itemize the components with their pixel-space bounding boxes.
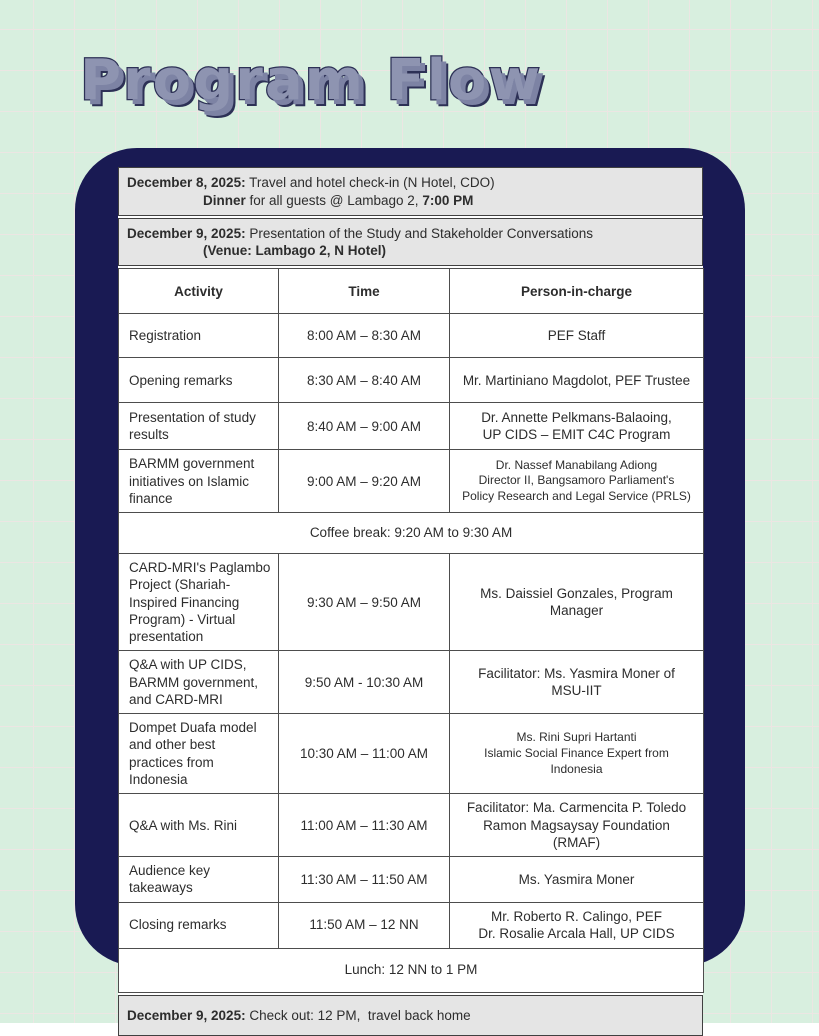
table-row: [119, 857, 704, 903]
activity-cell: Closing remarks: [119, 902, 279, 948]
time-cell: 11:30 AM – 11:50 AM: [279, 857, 450, 903]
activity-cell: Q&A with Ms. Rini: [119, 794, 279, 857]
column-header-activity: Activity: [119, 269, 279, 314]
table-row: [119, 403, 704, 450]
person-line: Dr. Annette Pelkmans-Balaoing,: [481, 409, 672, 425]
person-line: Facilitator: Ma. Carmencita P. Toledo: [466, 800, 687, 816]
activity-cell: CARD-MRI's Paglambo Project (Shariah-Inspired Financing Program) - Virtual presentation: [119, 554, 279, 651]
time-cell: 11:00 AM – 11:30 AM: [279, 794, 450, 857]
time-cell: 8:40 AM – 9:00 AM: [279, 403, 450, 450]
banner-text-bold: December 9, 2025:: [127, 1007, 246, 1023]
person-line: MSU-IIT: [551, 683, 602, 699]
person-cell: [450, 403, 704, 450]
time-cell: 8:00 AM – 8:30 AM: [279, 314, 450, 358]
time-cell: 11:50 AM – 12 NN: [279, 902, 450, 948]
person-line: Dr. Nassef Manabilang Adiong: [495, 457, 658, 472]
person-cell: [450, 902, 704, 948]
person-line: Islamic Social Finance Expert from: [484, 745, 669, 760]
person-cell: [450, 554, 704, 651]
date-banner-dec8: [118, 167, 703, 216]
banner-text-bold: Dinner: [203, 192, 246, 208]
table-row: [119, 358, 704, 403]
date-banner-checkout: [118, 995, 703, 1036]
person-line: PEF Staff: [547, 328, 606, 344]
banner-text: Check out: 12 PM, travel back home: [245, 1007, 471, 1023]
person-line: Ms. Yasmira Moner: [518, 871, 635, 887]
banner-text-bold: December 8, 2025:: [127, 175, 246, 190]
page-title: Program Flow: [80, 48, 543, 113]
schedule-sheet: [118, 167, 703, 1036]
person-cell: [450, 358, 704, 403]
break-cell: Lunch: 12 NN to 1 PM: [119, 948, 704, 992]
time-cell: 8:30 AM – 8:40 AM: [279, 358, 450, 403]
person-line: Ms. Daissiel Gonzales, Program: [480, 585, 673, 601]
person-line: Mr. Martiniano Magdolot, PEF Trustee: [462, 372, 691, 388]
banner-line: [127, 192, 694, 210]
schedule-table: [118, 268, 704, 992]
person-line: Mr. Roberto R. Calingo, PEF: [490, 908, 663, 924]
activity-cell: Q&A with UP CIDS, BARMM government, and CARD-MRI: [119, 651, 279, 714]
banner-text-bold: 7:00 PM: [422, 192, 474, 208]
banner-line: [127, 1007, 694, 1025]
banner-line: [127, 174, 694, 192]
banner-text: Travel and hotel check-in (N Hotel, CDO): [245, 175, 495, 190]
schedule-card: [75, 148, 745, 1023]
break-row: [119, 948, 704, 992]
person-line: Dr. Rosalie Arcala Hall, UP CIDS: [478, 926, 675, 942]
activity-cell: Opening remarks: [119, 358, 279, 403]
person-line: Ms. Rini Supri Hartanti: [516, 730, 637, 745]
time-cell: 9:00 AM – 9:20 AM: [279, 450, 450, 513]
person-line: Ramon Magsaysay Foundation (RMAF): [483, 817, 670, 850]
banner-line: [127, 242, 694, 260]
person-line: Facilitator: Ms. Yasmira Moner of: [478, 666, 675, 681]
activity-cell: Dompet Duafa model and other best practices from Indonesia: [119, 714, 279, 794]
person-line: Director II, Bangsamoro Parliament's: [478, 473, 675, 488]
person-line: Policy Research and Legal Service (PRLS): [462, 488, 691, 503]
banner-text-bold: December 9, 2025:: [127, 225, 246, 241]
person-cell: [450, 794, 704, 857]
time-cell: 9:30 AM – 9:50 AM: [279, 554, 450, 651]
person-line: Indonesia: [550, 761, 603, 776]
person-line: UP CIDS – EMIT C4C Program: [482, 427, 671, 443]
table-header-row: [119, 269, 704, 314]
person-cell: [450, 714, 704, 794]
column-header-person: Person-in-charge: [450, 269, 704, 314]
person-line: Manager: [549, 603, 604, 619]
banner-line: [127, 225, 694, 243]
table-row: [119, 714, 704, 794]
banner-text-bold: (Venue: Lambago 2, N Hotel): [203, 243, 387, 259]
table-row: [119, 902, 704, 948]
person-cell: [450, 314, 704, 358]
table-row: [119, 450, 704, 513]
activity-cell: Presentation of study results: [119, 403, 279, 450]
activity-cell: Audience key takeaways: [119, 857, 279, 903]
banner-text: for all guests @ Lambago 2,: [245, 192, 423, 208]
table-row: [119, 314, 704, 358]
person-cell: [450, 651, 704, 714]
person-cell: [450, 450, 704, 513]
time-cell: 10:30 AM – 11:00 AM: [279, 714, 450, 794]
date-banner-dec9: [118, 218, 703, 267]
activity-cell: Registration: [119, 314, 279, 358]
table-row: [119, 554, 704, 651]
activity-cell: BARMM government initiatives on Islamic finance: [119, 450, 279, 513]
table-row: [119, 794, 704, 857]
table-row: [119, 651, 704, 714]
break-cell: Coffee break: 9:20 AM to 9:30 AM: [119, 513, 704, 554]
time-cell: 9:50 AM - 10:30 AM: [279, 651, 450, 714]
break-row: [119, 513, 704, 554]
banner-text: Presentation of the Study and Stakeholder Conversations: [245, 225, 594, 241]
column-header-time: Time: [279, 269, 450, 314]
person-cell: [450, 857, 704, 903]
